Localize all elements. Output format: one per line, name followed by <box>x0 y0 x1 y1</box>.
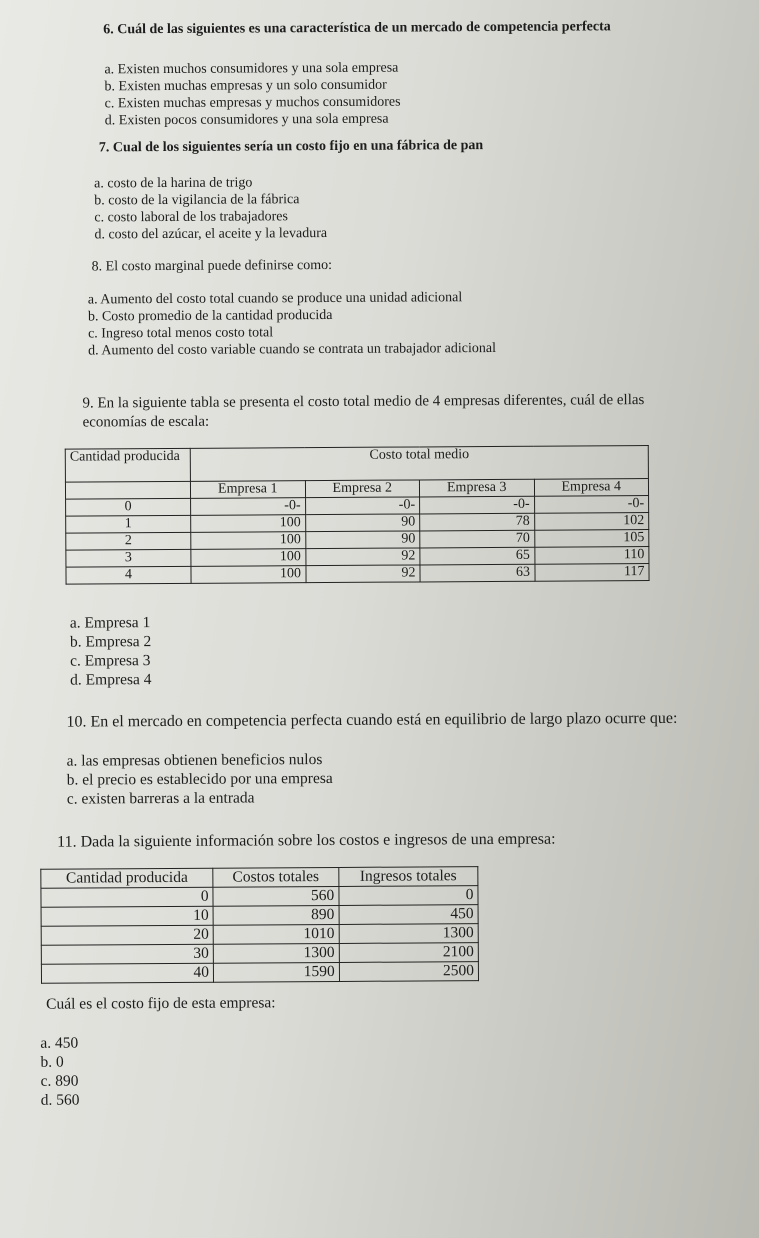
table-cell: 1300 <box>213 943 339 963</box>
question-9-options <box>70 613 152 689</box>
average-cost-table <box>65 445 650 585</box>
table-cell: 102 <box>534 513 649 531</box>
option-11d[interactable]: d. 560 <box>40 1091 80 1109</box>
option-7c[interactable]: c. costo laboral de los trabajadores <box>94 209 288 226</box>
option-8d[interactable]: d. Aumento del costo variable cuando se contrata un trabajador adicional <box>88 340 496 359</box>
question-11-prompt <box>46 994 276 1012</box>
table-cell: 890 <box>213 905 339 925</box>
table-cell: 450 <box>339 905 478 925</box>
col-header-empresa-3: Empresa 3 <box>419 479 534 497</box>
col-header-cantidad: Cantidad producida <box>41 868 213 888</box>
question-10 <box>66 710 677 731</box>
question-9-title-line1: 9. En la siguiente tabla se presenta el costo total medio de 4 empresas diferentes, cuál de ellas <box>82 392 645 412</box>
table-cell: -0- <box>534 496 649 514</box>
option-6d[interactable]: d. Existen pocos consumidores y una sola empresa <box>104 111 389 129</box>
table-cell: -0- <box>305 497 420 515</box>
table-cell: 100 <box>191 549 306 567</box>
option-8c[interactable]: c. Ingreso total menos costo total <box>87 325 274 342</box>
option-7b[interactable]: b. costo de la vigilancia de la fábrica <box>94 192 300 209</box>
table-cell: 3 <box>66 549 191 567</box>
question-6-title: 6. Cuál de las siguientes es una característica de un mercado de competencia perfecta <box>103 19 611 38</box>
question-8-options <box>88 289 496 359</box>
question-7-title: 7. Cual de los siguientes sería un costo fijo en una fábrica de pan <box>98 138 484 156</box>
col-header-costos: Costos totales <box>213 867 339 887</box>
table-cell: 90 <box>305 514 420 532</box>
option-10b[interactable]: b. el precio es establecido por una empresa <box>66 769 333 789</box>
question-11 <box>57 831 555 851</box>
question-8 <box>92 257 333 275</box>
col-group-header: Costo total medio <box>190 446 648 482</box>
table-cell: 20 <box>41 925 213 945</box>
table-cell: 2500 <box>339 962 478 982</box>
option-9a[interactable]: a. Empresa 1 <box>69 614 151 632</box>
table-cell: 1010 <box>213 924 339 944</box>
table-row <box>41 962 478 984</box>
table-cell: 0 <box>339 886 478 906</box>
question-6 <box>103 18 611 38</box>
option-9c[interactable]: c. Empresa 3 <box>69 652 151 670</box>
question-8-title: 8. El costo marginal puede definirse como: <box>91 257 333 275</box>
table-cell: 100 <box>191 532 306 550</box>
option-7d[interactable]: d. costo del azúcar, el aceite y la levadura <box>94 226 328 243</box>
table-cell: 10 <box>41 906 213 926</box>
table-cell: 105 <box>534 530 649 548</box>
question-9 <box>82 390 759 432</box>
col-header-empresa-1: Empresa 1 <box>190 481 305 499</box>
option-8a[interactable]: a. Aumento del costo total cuando se produce una unidad adicional <box>87 290 463 308</box>
question-7 <box>99 137 483 156</box>
table-cell: 92 <box>305 548 420 566</box>
table-cell: 65 <box>420 547 535 565</box>
question-7-options <box>94 174 327 243</box>
option-9d[interactable]: d. Empresa 4 <box>70 671 152 689</box>
table-cell: -0- <box>420 496 535 514</box>
table-cell: 0 <box>41 887 213 907</box>
table-cell: 2 <box>66 532 191 550</box>
option-6b[interactable]: b. Existen muchas empresas y un solo consumidor <box>104 77 387 95</box>
option-11a[interactable]: a. 450 <box>40 1034 79 1052</box>
cost-revenue-table <box>40 866 479 984</box>
option-6c[interactable]: c. Existen muchas empresas y muchos consumidores <box>104 94 401 112</box>
table-cell: 78 <box>420 513 535 531</box>
table-cell: 90 <box>305 531 420 549</box>
option-11b[interactable]: b. 0 <box>40 1053 64 1071</box>
col-quantity-header: Cantidad producida <box>65 448 190 482</box>
col-header-empresa-2: Empresa 2 <box>305 480 420 498</box>
table-row <box>66 564 649 585</box>
table-cell: 2100 <box>339 943 478 963</box>
blank-header-cell <box>65 481 190 499</box>
table-cell: 117 <box>534 564 649 582</box>
option-10c[interactable]: c. existen barreras a la entrada <box>66 789 255 808</box>
question-11-subquestion: Cuál es el costo fijo de esta empresa: <box>46 994 276 1013</box>
question-9-title-line2: economías de escala: <box>82 413 210 431</box>
table-cell: 40 <box>41 963 213 983</box>
option-8b[interactable]: b. Costo promedio de la cantidad producida <box>87 307 333 325</box>
table-cell: 110 <box>534 547 649 565</box>
question-11-options <box>40 1034 79 1110</box>
question-10-title: 10. En el mercado en competencia perfecta cuando está en equilibrio de largo plazo ocurre que: <box>66 709 678 731</box>
question-10-options <box>67 750 333 809</box>
table-cell: 100 <box>191 566 306 584</box>
table-cell: 1 <box>66 515 191 533</box>
option-10a[interactable]: a. las empresas obtienen beneficios nulos <box>66 751 323 770</box>
table-cell: 30 <box>41 944 213 964</box>
col-header-empresa-4: Empresa 4 <box>534 479 649 497</box>
question-11-title: 11. Dada la siguiente información sobre los costos e ingresos de una empresa: <box>57 830 556 851</box>
table-cell: 1300 <box>339 924 478 944</box>
table-cell: -0- <box>191 498 306 516</box>
table-cell: 70 <box>420 530 535 548</box>
table-cell: 1590 <box>213 962 339 982</box>
table-cell: 100 <box>191 515 306 533</box>
option-9b[interactable]: b. Empresa 2 <box>69 633 152 651</box>
table-cell: 4 <box>66 566 191 584</box>
option-11c[interactable]: c. 890 <box>40 1072 79 1090</box>
table-cell: 63 <box>420 564 535 582</box>
table-cell: 0 <box>66 498 191 516</box>
table-cell: 92 <box>305 565 420 583</box>
col-header-ingresos: Ingresos totales <box>339 867 478 887</box>
option-6a[interactable]: a. Existen muchos consumidores y una sola empresa <box>104 60 399 78</box>
question-6-options <box>104 60 400 130</box>
table-cell: 560 <box>213 886 339 906</box>
option-7a[interactable]: a. costo de la harina de trigo <box>94 175 253 192</box>
